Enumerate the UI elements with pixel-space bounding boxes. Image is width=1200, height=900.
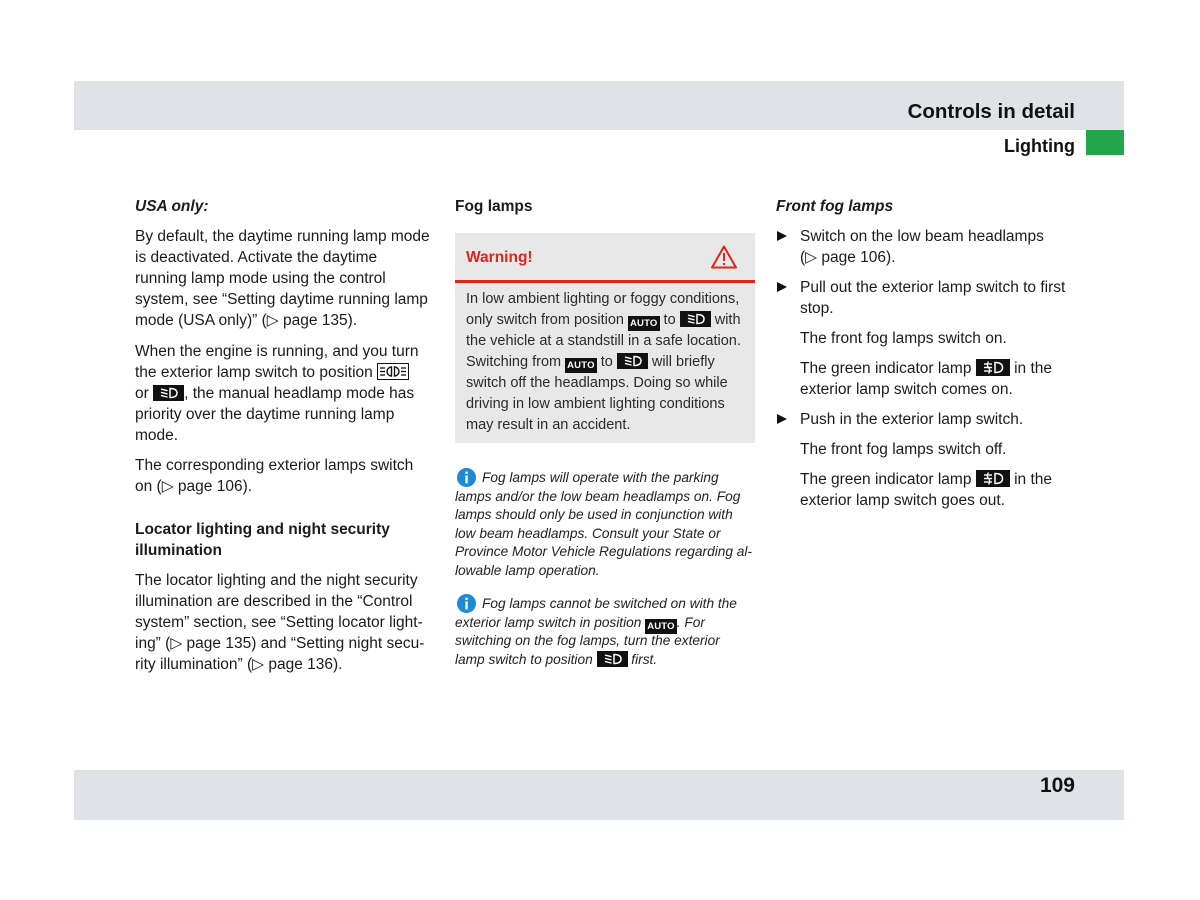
front-fog-lamps-heading: Front fog lamps <box>776 197 894 215</box>
text-line <box>135 540 390 561</box>
text-segment: Locator lighting and night security <box>135 520 390 538</box>
text-line <box>800 247 1044 268</box>
note-fog-lamp-auto-position <box>455 595 755 675</box>
text-segment: exterior lamp switch comes on. <box>800 380 1013 398</box>
symbol-label: AUTO <box>647 620 675 632</box>
step-pull-out-switch <box>800 277 1065 319</box>
text-line <box>455 651 737 670</box>
text-segment: ing” (▷ page 135) and “Setting night secu- <box>135 634 425 652</box>
text-line <box>466 289 741 310</box>
text-line <box>455 525 752 544</box>
text-line <box>455 469 752 488</box>
text-line <box>466 352 741 373</box>
bullet-arrow-icon <box>777 231 787 241</box>
symbol-label: AUTO <box>629 317 658 329</box>
text-segment: lamp switch to position <box>455 651 597 667</box>
note-text <box>455 595 737 669</box>
text-segment: to <box>659 311 680 328</box>
text-segment: illumination are described in the “Control <box>135 592 413 610</box>
low-beam-icon <box>597 651 628 667</box>
text-segment: mode (USA only)” (▷ page 135). <box>135 311 358 329</box>
text-segment: lamps should only be used in conjunction with <box>455 507 733 523</box>
low-beam-icon <box>153 385 184 401</box>
text-line <box>466 415 741 436</box>
text-line <box>455 506 752 525</box>
text-line <box>135 268 430 289</box>
result-fog-lamps-off <box>800 439 1006 460</box>
text-segment: Pull out the exterior lamp switch to first <box>800 278 1066 296</box>
text-segment: or <box>135 384 154 402</box>
text-segment: The green indicator lamp <box>800 470 976 488</box>
warning-divider <box>455 280 755 283</box>
info-icon <box>457 594 476 613</box>
text-line <box>135 404 419 425</box>
warning-text <box>466 289 741 436</box>
text-segment: running lamp mode using the control <box>135 269 386 287</box>
text-line <box>455 562 752 581</box>
text-segment: exterior lamp switch in position <box>455 614 646 630</box>
text-segment: the exterior lamp switch to position <box>135 363 378 381</box>
text-line <box>455 614 737 633</box>
text-line <box>135 591 424 612</box>
text-segment: . For <box>676 614 705 630</box>
text-line <box>455 595 737 614</box>
text-line <box>135 476 413 497</box>
text-segment: with <box>710 311 741 328</box>
text-segment: low beam headlamps. Consult your State or <box>455 525 721 541</box>
text-segment: priority over the daytime running lamp <box>135 405 395 423</box>
auto-icon <box>565 358 597 373</box>
text-line <box>135 570 424 591</box>
text-line <box>135 519 390 540</box>
locator-lighting-heading <box>135 519 390 561</box>
text-segment: in the <box>1009 359 1052 377</box>
step-switch-on-low-beam <box>800 226 1044 268</box>
text-segment: in the <box>1009 470 1052 488</box>
text-line <box>800 379 1052 400</box>
text-segment: is deactivated. Activate the daytime <box>135 248 378 266</box>
text-segment: only switch from position <box>466 311 628 328</box>
text-segment: , the manual headlamp mode has <box>184 384 415 402</box>
step-push-in-switch <box>800 409 1023 430</box>
text-segment: illumination <box>135 541 222 559</box>
text-segment: first. <box>627 651 658 667</box>
text-segment: stop. <box>800 299 834 317</box>
manual-headlamp-priority-paragraph <box>135 341 419 446</box>
text-segment: The front fog lamps switch on. <box>800 329 1007 347</box>
note-text <box>455 469 752 581</box>
text-line <box>800 298 1065 319</box>
symbol-label: AUTO <box>567 359 595 371</box>
text-segment: Province Motor Vehicle Regulations regarding al- <box>455 544 752 560</box>
exterior-lamps-paragraph <box>135 455 413 497</box>
text-line <box>135 341 419 362</box>
text-segment: The green indicator lamp <box>800 359 976 377</box>
text-segment: on (▷ page 106). <box>135 477 253 495</box>
text-segment: When the engine is running, and you turn <box>135 342 419 360</box>
text-segment: Fog lamps cannot be switched on with the <box>482 596 737 611</box>
text-line <box>800 358 1052 379</box>
text-segment: driving in low ambient lighting conditions <box>466 395 725 412</box>
text-segment: The front fog lamps switch off. <box>800 440 1007 458</box>
info-icon <box>457 468 476 487</box>
text-segment: switching on the fog lamps, turn the exterior <box>455 633 720 649</box>
text-segment: system” section, see “Setting locator light- <box>135 613 423 631</box>
text-line <box>455 488 752 507</box>
text-line <box>466 310 741 331</box>
text-segment: In low ambient lighting or foggy conditions, <box>466 290 740 307</box>
warning-box <box>455 233 755 443</box>
text-line <box>800 226 1044 247</box>
section-tab-marker <box>1086 130 1124 155</box>
fog-lamp-icon <box>976 359 1010 376</box>
text-line <box>455 632 737 651</box>
low-beam-icon <box>617 353 648 369</box>
result-fog-lamps-on <box>800 328 1007 349</box>
text-line <box>135 612 424 633</box>
text-segment: the vehicle at a standstill in a safe location. <box>466 332 741 349</box>
text-line <box>455 543 752 562</box>
subsection-title: Lighting <box>1004 136 1075 156</box>
text-line <box>800 409 1023 430</box>
text-line <box>135 289 430 310</box>
locator-lighting-paragraph <box>135 570 424 675</box>
result-indicator-on <box>800 358 1052 400</box>
text-line <box>466 394 741 415</box>
text-line <box>135 310 430 331</box>
footer-band <box>74 770 1124 820</box>
text-segment: lowable lamp operation. <box>455 562 600 578</box>
text-segment: lamps and/or the low beam headlamps on. Fog <box>455 488 741 504</box>
text-line <box>466 373 741 394</box>
parking-lamps-icon <box>377 363 409 380</box>
low-beam-icon <box>680 311 711 327</box>
text-segment: Push in the exterior lamp switch. <box>800 410 1024 428</box>
text-line <box>135 226 430 247</box>
text-segment: system, see “Setting daytime running lamp <box>135 290 428 308</box>
daytime-running-lamp-paragraph <box>135 226 430 331</box>
auto-icon <box>628 316 660 331</box>
text-segment: switch off the headlamps. Doing so while <box>466 374 728 391</box>
usa-only-heading: USA only: <box>135 197 209 215</box>
text-line <box>800 328 1007 349</box>
note-fog-lamp-operation <box>455 469 755 578</box>
text-segment: to <box>596 353 617 370</box>
text-line <box>135 362 419 383</box>
bullet-arrow-icon <box>777 282 787 292</box>
text-segment: By default, the daytime running lamp mode <box>135 227 430 245</box>
text-segment: The locator lighting and the night security <box>135 571 418 589</box>
section-title: Controls in detail <box>907 100 1075 123</box>
text-line <box>135 425 419 446</box>
text-segment: The corresponding exterior lamps switch <box>135 456 414 474</box>
text-segment: Switching from <box>466 353 566 370</box>
text-segment: (▷ page 106). <box>800 248 896 266</box>
text-line <box>135 654 424 675</box>
result-indicator-off <box>800 469 1052 511</box>
fog-lamps-heading: Fog lamps <box>455 197 533 215</box>
page-number: 109 <box>1039 774 1075 797</box>
text-segment: rity illumination” (▷ page 136). <box>135 655 343 673</box>
text-line <box>466 331 741 352</box>
text-segment: will briefly <box>647 353 715 370</box>
text-segment: exterior lamp switch goes out. <box>800 491 1006 509</box>
text-segment: Switch on the low beam headlamps <box>800 227 1044 245</box>
text-line <box>800 490 1052 511</box>
bullet-arrow-icon <box>777 414 787 424</box>
fog-lamp-icon <box>976 470 1010 487</box>
warning-triangle-icon <box>710 244 738 270</box>
text-line <box>800 439 1006 460</box>
text-line <box>800 469 1052 490</box>
text-segment: mode. <box>135 426 179 444</box>
text-line <box>135 455 413 476</box>
text-segment: may result in an accident. <box>466 416 631 433</box>
text-line <box>800 277 1065 298</box>
warning-title: Warning! <box>466 249 533 266</box>
text-line <box>135 633 424 654</box>
text-line <box>135 247 430 268</box>
text-segment: Fog lamps will operate with the parking <box>482 470 719 485</box>
text-line <box>135 383 419 404</box>
